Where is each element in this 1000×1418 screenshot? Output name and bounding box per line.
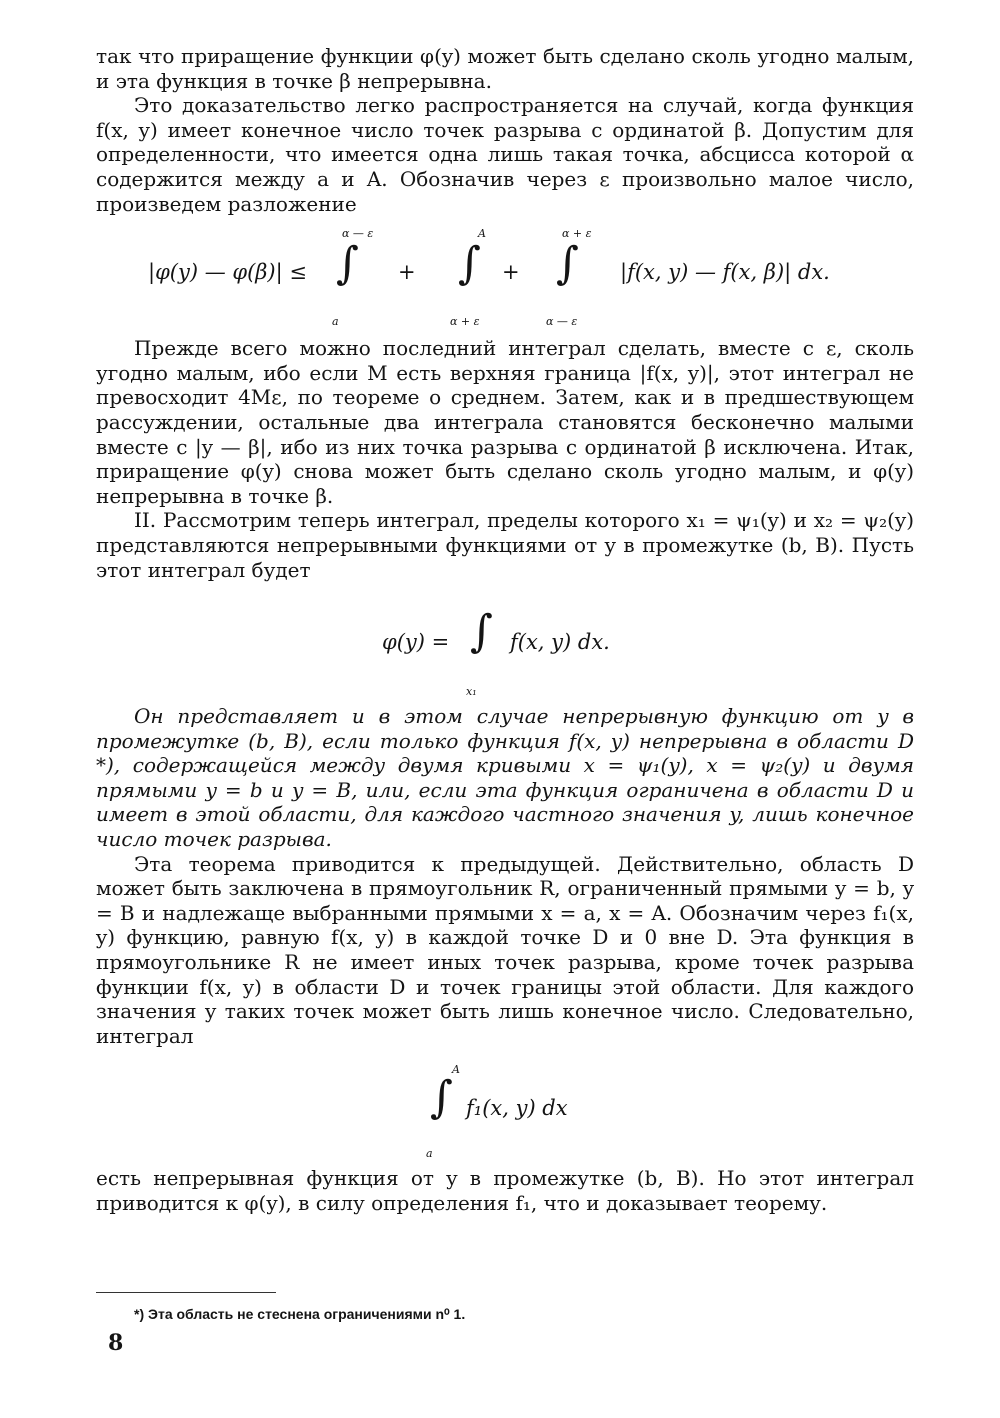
integral-sign-3: ∫	[556, 238, 579, 290]
eq1-integrand: |f(x, y) — f(x, β)| dx.	[620, 260, 830, 285]
eq3-upper: A	[452, 1063, 460, 1077]
eq1-lhs: |φ(y) — φ(β)| ≤	[148, 260, 307, 285]
integral-sign-5: ∫	[430, 1072, 453, 1124]
eq1-int1-lower: a	[332, 315, 339, 329]
eq1-int2-lower: α + ε	[450, 315, 480, 329]
eq1-int2-upper: A	[478, 227, 486, 241]
equation-2	[96, 582, 914, 704]
paragraph-3: Прежде всего можно последний интеграл сделать, вместе с ε, сколь угодно малым, ибо если M есть верхняя граница |f(x, y)|, этот интеграл не превосходит 4Mε, по теореме о среднем. Затем, как и в предшествующем рассуждении, остальные два интеграла становятся бесконечно малыми вместе с |y — β|, ибо из них точка разрыва с ординатой β исключена. Итак, приращение φ(y) снова может быть сделано сколь угодно малым, и φ(y) непрерывна в точке β.	[96, 336, 914, 508]
eq2-lhs: φ(y) =	[382, 630, 450, 655]
eq3-integrand: f₁(x, y) dx	[466, 1096, 568, 1121]
page-body	[96, 44, 914, 1216]
paragraph-7: есть непрерывная функция от y в промежутке (b, B). Но этот интеграл приводится к φ(y), в силу определения f₁, что и доказывает теорему.	[96, 1166, 914, 1215]
paragraph-6: Эта теорема приводится к предыдущей. Действительно, область D может быть заключена в прямоугольник R, ограниченный прямыми y = b, y = B и надлежаще выбранными прямыми x = a, x = A. Обозначим через f₁(x, y) функцию, равную f(x, y) в каждой точке D и 0 вне D. Эта функция в прямоугольнике R не имеет иных точек разрыва, кроме точек разрыва функции f(x, y) в области D и точек границы этой области. Для каждого значения y таких точек может быть лишь конечное число. Следовательно, интеграл	[96, 851, 914, 1048]
eq2-integrand: f(x, y) dx.	[510, 630, 610, 655]
integral-sign-4: ∫	[470, 606, 493, 658]
equation-3	[96, 1048, 914, 1166]
eq3-lower: a	[426, 1147, 433, 1161]
integral-sign-2: ∫	[458, 238, 481, 290]
footnote: *) Эта область не стеснена ограничениями n⁰ 1.	[134, 1306, 466, 1322]
eq1-plus-2: +	[502, 260, 520, 285]
paragraph-1: так что приращение функции φ(y) может быть сделано сколь угодно малым, и эта функция в точке β непрерывна.	[96, 44, 914, 93]
equation-1	[96, 216, 914, 336]
eq1-int1-upper: α — ε	[342, 227, 374, 241]
page-number: 8	[108, 1330, 124, 1356]
footnote-divider	[96, 1292, 276, 1294]
paragraph-2: Это доказательство легко распространяется на случай, когда функция f(x, y) имеет конечное число точек разрыва с ординатой β. Допустим для определенности, что имеется одна лишь такая точка, абсцисса которой α содержится между a и A. Обозначив через ε произвольно малое число, произведем разложение	[96, 93, 914, 216]
eq1-plus-1: +	[398, 260, 416, 285]
eq1-int3-upper: α + ε	[562, 227, 592, 241]
eq1-int3-lower: α — ε	[546, 315, 578, 329]
paragraph-4: II. Рассмотрим теперь интеграл, пределы которого x₁ = ψ₁(y) и x₂ = ψ₂(y) представляются непрерывными функциями от y в промежутке (b, B). Пусть этот интеграл будет	[96, 508, 914, 582]
integral-sign-1: ∫	[336, 238, 359, 290]
eq2-lower: x₁	[466, 685, 477, 699]
paragraph-5-theorem: Он представляет и в этом случае непрерывную функцию от y в промежутке (b, B), если только функция f(x, y) непрерывна в области D *), содержащейся между двумя кривыми x = ψ₁(y), x = ψ₂(y) и двумя прямыми y = b и y = B, или, если эта функция ограничена в области D и имеет в этой области, для каждого частного значения y, лишь конечное число точек разрыва.	[96, 704, 914, 852]
